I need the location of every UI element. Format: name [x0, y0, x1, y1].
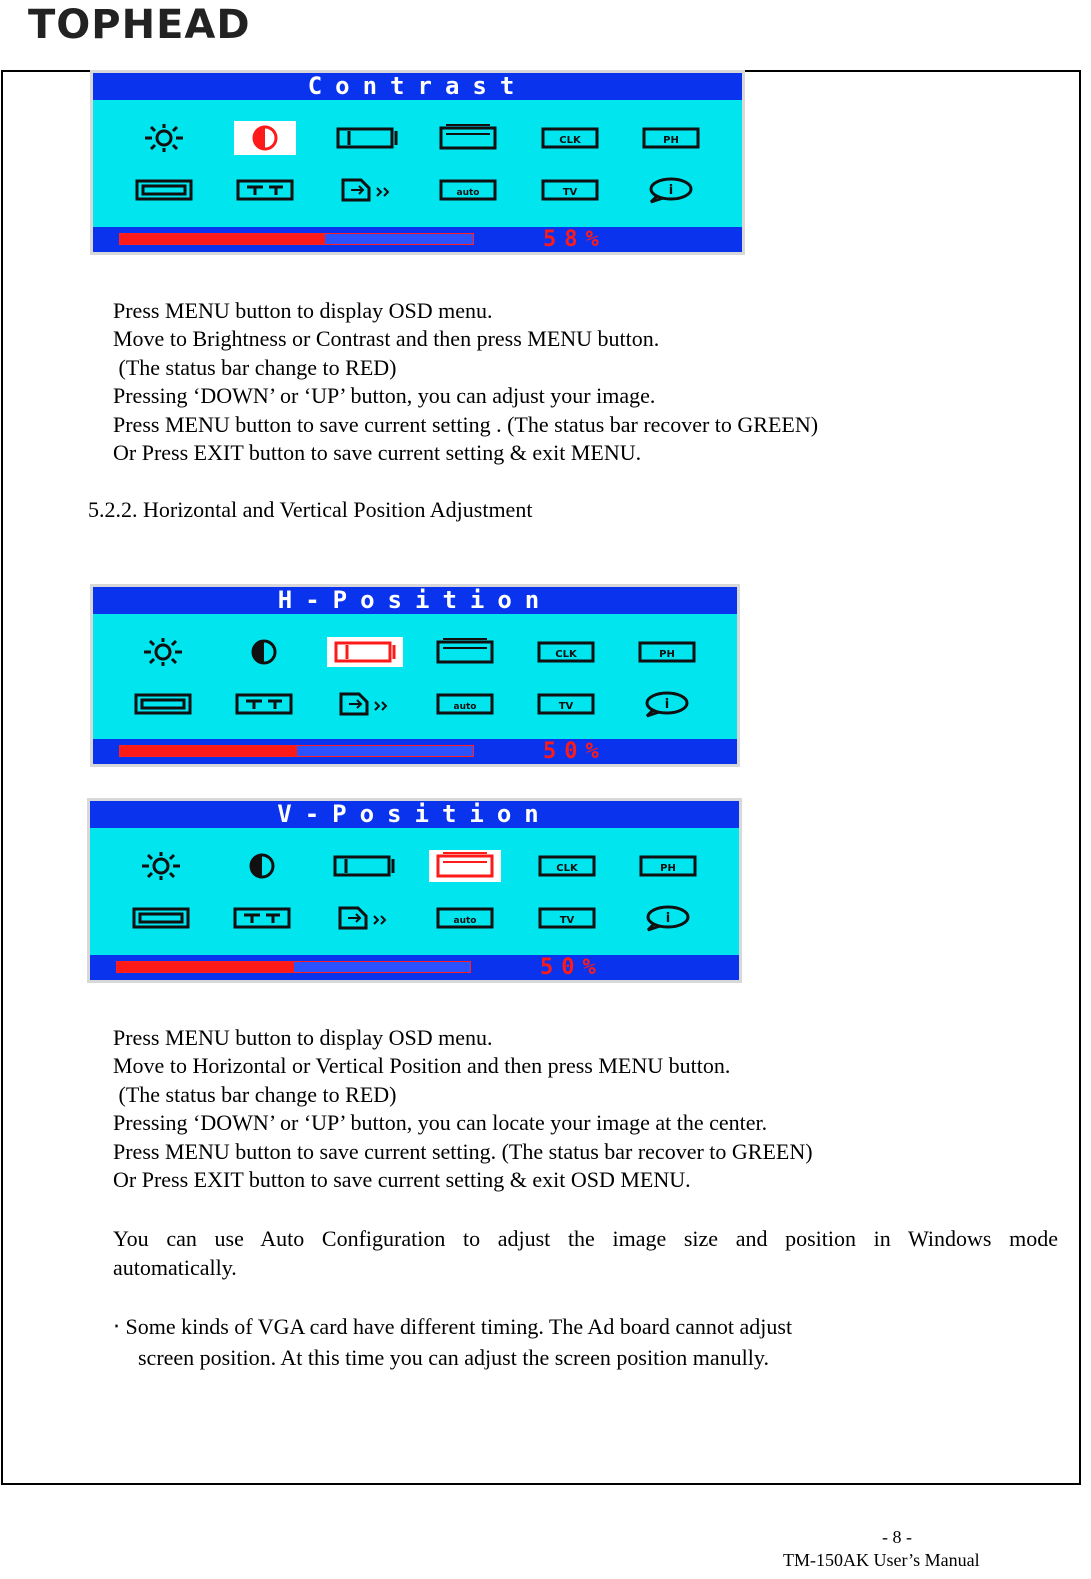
- svg-text:i: i: [666, 911, 671, 926]
- v-position-icon: [435, 638, 495, 666]
- level-percent: 58%: [543, 227, 607, 252]
- osd-h-position-panel: [90, 584, 740, 767]
- svg-text:CLK: CLK: [559, 135, 581, 146]
- instruction-line: Pressing ‘DOWN’ or ‘UP’ button, you can locate your image at the center.: [113, 1110, 768, 1136]
- osd-menu-item: [519, 112, 621, 164]
- osd-menu-item: [516, 840, 618, 892]
- osd-menu-item: [316, 112, 418, 164]
- recall-icon: [334, 904, 394, 932]
- osd-title: H-Position: [93, 587, 737, 614]
- clock-icon: [537, 853, 597, 879]
- svg-text:auto: auto: [453, 916, 477, 926]
- h-size-icon: [133, 691, 193, 717]
- manual-name: TM-150AK User’s Manual: [783, 1550, 980, 1570]
- tophead-logo: TOPHEAD: [28, 2, 251, 48]
- page-number: - 8 -: [882, 1527, 912, 1547]
- osd-menu-item: [621, 112, 723, 164]
- level-fill: [117, 962, 294, 972]
- svg-text:PH: PH: [658, 649, 675, 660]
- contrast-icon: [237, 851, 287, 881]
- brightness-icon: [139, 123, 189, 153]
- osd-menu-item: [616, 626, 717, 678]
- osd-menu-item: [215, 164, 317, 216]
- section2-instructions: [113, 1024, 813, 1194]
- osd-menu-item: [313, 892, 415, 944]
- osd-icon-grid: [93, 614, 737, 736]
- instruction-line: Pressing ‘DOWN’ or ‘UP’ button, you can adjust your image.: [113, 383, 656, 409]
- osd-icon-grid: [90, 828, 739, 950]
- instruction-line: Move to Brightness or Contrast and then press MENU button.: [113, 326, 660, 352]
- osd-menu-item: [113, 112, 215, 164]
- language-icon: [638, 904, 698, 932]
- note-line: screen position. At this time you can adjust the screen position manully.: [138, 1345, 769, 1370]
- recall-icon: [335, 690, 395, 718]
- osd-menu-item: [314, 678, 415, 730]
- instruction-line: Or Press EXIT button to save current setting & exit OSD MENU.: [113, 1167, 691, 1193]
- section1-instructions: [113, 297, 818, 467]
- tv-icon: [540, 177, 600, 203]
- language-icon: [641, 176, 701, 204]
- phase-icon: [638, 853, 698, 879]
- osd-menu-item: [621, 164, 723, 216]
- osd-title: Contrast: [93, 73, 742, 100]
- svg-text:CLK: CLK: [556, 863, 578, 874]
- osd-menu-item: [415, 678, 516, 730]
- osd-menu-item: [418, 164, 520, 216]
- osd-menu-item: [516, 892, 618, 944]
- osd-menu-item: [215, 112, 317, 164]
- sharpness-icon: [235, 177, 295, 203]
- contrast-icon: [239, 637, 289, 667]
- svg-text:i: i: [664, 697, 669, 712]
- contrast-icon: [234, 121, 296, 155]
- section-heading: 5.2.2. Horizontal and Vertical Position Adjustment: [88, 497, 533, 522]
- osd-menu-item: [313, 840, 415, 892]
- svg-text:CLK: CLK: [555, 649, 577, 660]
- note-line: Some kinds of VGA card have different timing. The Ad board cannot adjust: [125, 1314, 793, 1339]
- osd-contrast-panel: [90, 70, 745, 255]
- v-position-icon: [438, 124, 498, 152]
- v-position-icon: [429, 850, 501, 882]
- osd-menu-item: [519, 164, 621, 216]
- instruction-line: Press MENU button to save current setting . (The status bar recover to GREEN): [113, 411, 819, 437]
- svg-text:auto: auto: [456, 188, 480, 198]
- osd-status-bar: [90, 955, 739, 980]
- tv-icon: [536, 691, 596, 717]
- osd-menu-item: [214, 678, 315, 730]
- osd-menu-item: [314, 626, 415, 678]
- phase-icon: [637, 639, 697, 665]
- instruction-line: (The status bar change to RED): [113, 1081, 397, 1107]
- h-size-icon: [134, 177, 194, 203]
- instruction-line: (The status bar change to RED): [113, 354, 397, 380]
- bullet: ‧: [113, 1314, 120, 1339]
- osd-menu-item: [316, 164, 418, 216]
- h-position-icon: [327, 637, 403, 667]
- osd-menu-item: [618, 892, 720, 944]
- osd-menu-item: [415, 626, 516, 678]
- clock-icon: [536, 639, 596, 665]
- language-icon: [637, 690, 697, 718]
- osd-menu-item: [616, 678, 717, 730]
- h-position-icon: [332, 853, 396, 879]
- osd-v-position-panel: [87, 798, 742, 983]
- auto-icon: [435, 691, 495, 717]
- clock-icon: [540, 125, 600, 151]
- brightness-icon: [138, 637, 188, 667]
- svg-text:TV: TV: [562, 187, 578, 198]
- auto-icon: [438, 177, 498, 203]
- osd-menu-item: [110, 840, 212, 892]
- osd-menu-item: [212, 840, 314, 892]
- brightness-icon: [136, 851, 186, 881]
- instruction-line: Press MENU button to save current setting. (The status bar recover to GREEN): [113, 1138, 813, 1164]
- osd-menu-item: [418, 112, 520, 164]
- svg-text:auto: auto: [453, 702, 477, 712]
- svg-text:i: i: [669, 183, 674, 198]
- osd-menu-item: [113, 678, 214, 730]
- instruction-line: Or Press EXIT button to save current setting & exit MENU.: [113, 440, 642, 466]
- level-track: [116, 961, 471, 973]
- level-fill: [120, 746, 297, 756]
- osd-icon-grid: [93, 100, 742, 222]
- osd-status-bar: [93, 739, 737, 764]
- svg-text:PH: PH: [663, 135, 680, 146]
- h-size-icon: [131, 905, 191, 931]
- instruction-line: Press MENU button to display OSD menu.: [113, 298, 493, 323]
- level-fill: [120, 234, 325, 244]
- instruction-line: Move to Horizontal or Vertical Position and then press MENU button.: [113, 1053, 731, 1079]
- sharpness-icon: [232, 905, 292, 931]
- phase-icon: [641, 125, 701, 151]
- osd-title: V-Position: [90, 801, 739, 828]
- level-percent: 50%: [543, 739, 607, 764]
- osd-menu-item: [618, 840, 720, 892]
- osd-menu-item: [110, 892, 212, 944]
- tv-icon: [537, 905, 597, 931]
- osd-menu-item: [516, 626, 617, 678]
- osd-status-bar: [93, 227, 742, 252]
- svg-text:PH: PH: [660, 863, 677, 874]
- auto-config-text: You can use Auto Configuration to adjust the image size and position in Windows mode: [113, 1226, 1058, 1251]
- level-percent: 50%: [540, 955, 604, 980]
- auto-icon: [435, 905, 495, 931]
- level-track: [119, 745, 474, 757]
- osd-menu-item: [415, 840, 517, 892]
- level-track: [119, 233, 474, 245]
- sharpness-icon: [234, 691, 294, 717]
- svg-text:TV: TV: [559, 915, 575, 926]
- osd-menu-item: [415, 892, 517, 944]
- recall-icon: [337, 176, 397, 204]
- svg-text:TV: TV: [558, 701, 574, 712]
- osd-menu-item: [516, 678, 617, 730]
- osd-menu-item: [214, 626, 315, 678]
- osd-menu-item: [113, 164, 215, 216]
- h-position-icon: [335, 125, 399, 151]
- instruction-line: Press MENU button to display OSD menu.: [113, 1025, 493, 1050]
- auto-config-text-cont: automatically.: [113, 1255, 237, 1280]
- timing-note: [113, 1311, 792, 1373]
- osd-menu-item: [113, 626, 214, 678]
- osd-menu-item: [212, 892, 314, 944]
